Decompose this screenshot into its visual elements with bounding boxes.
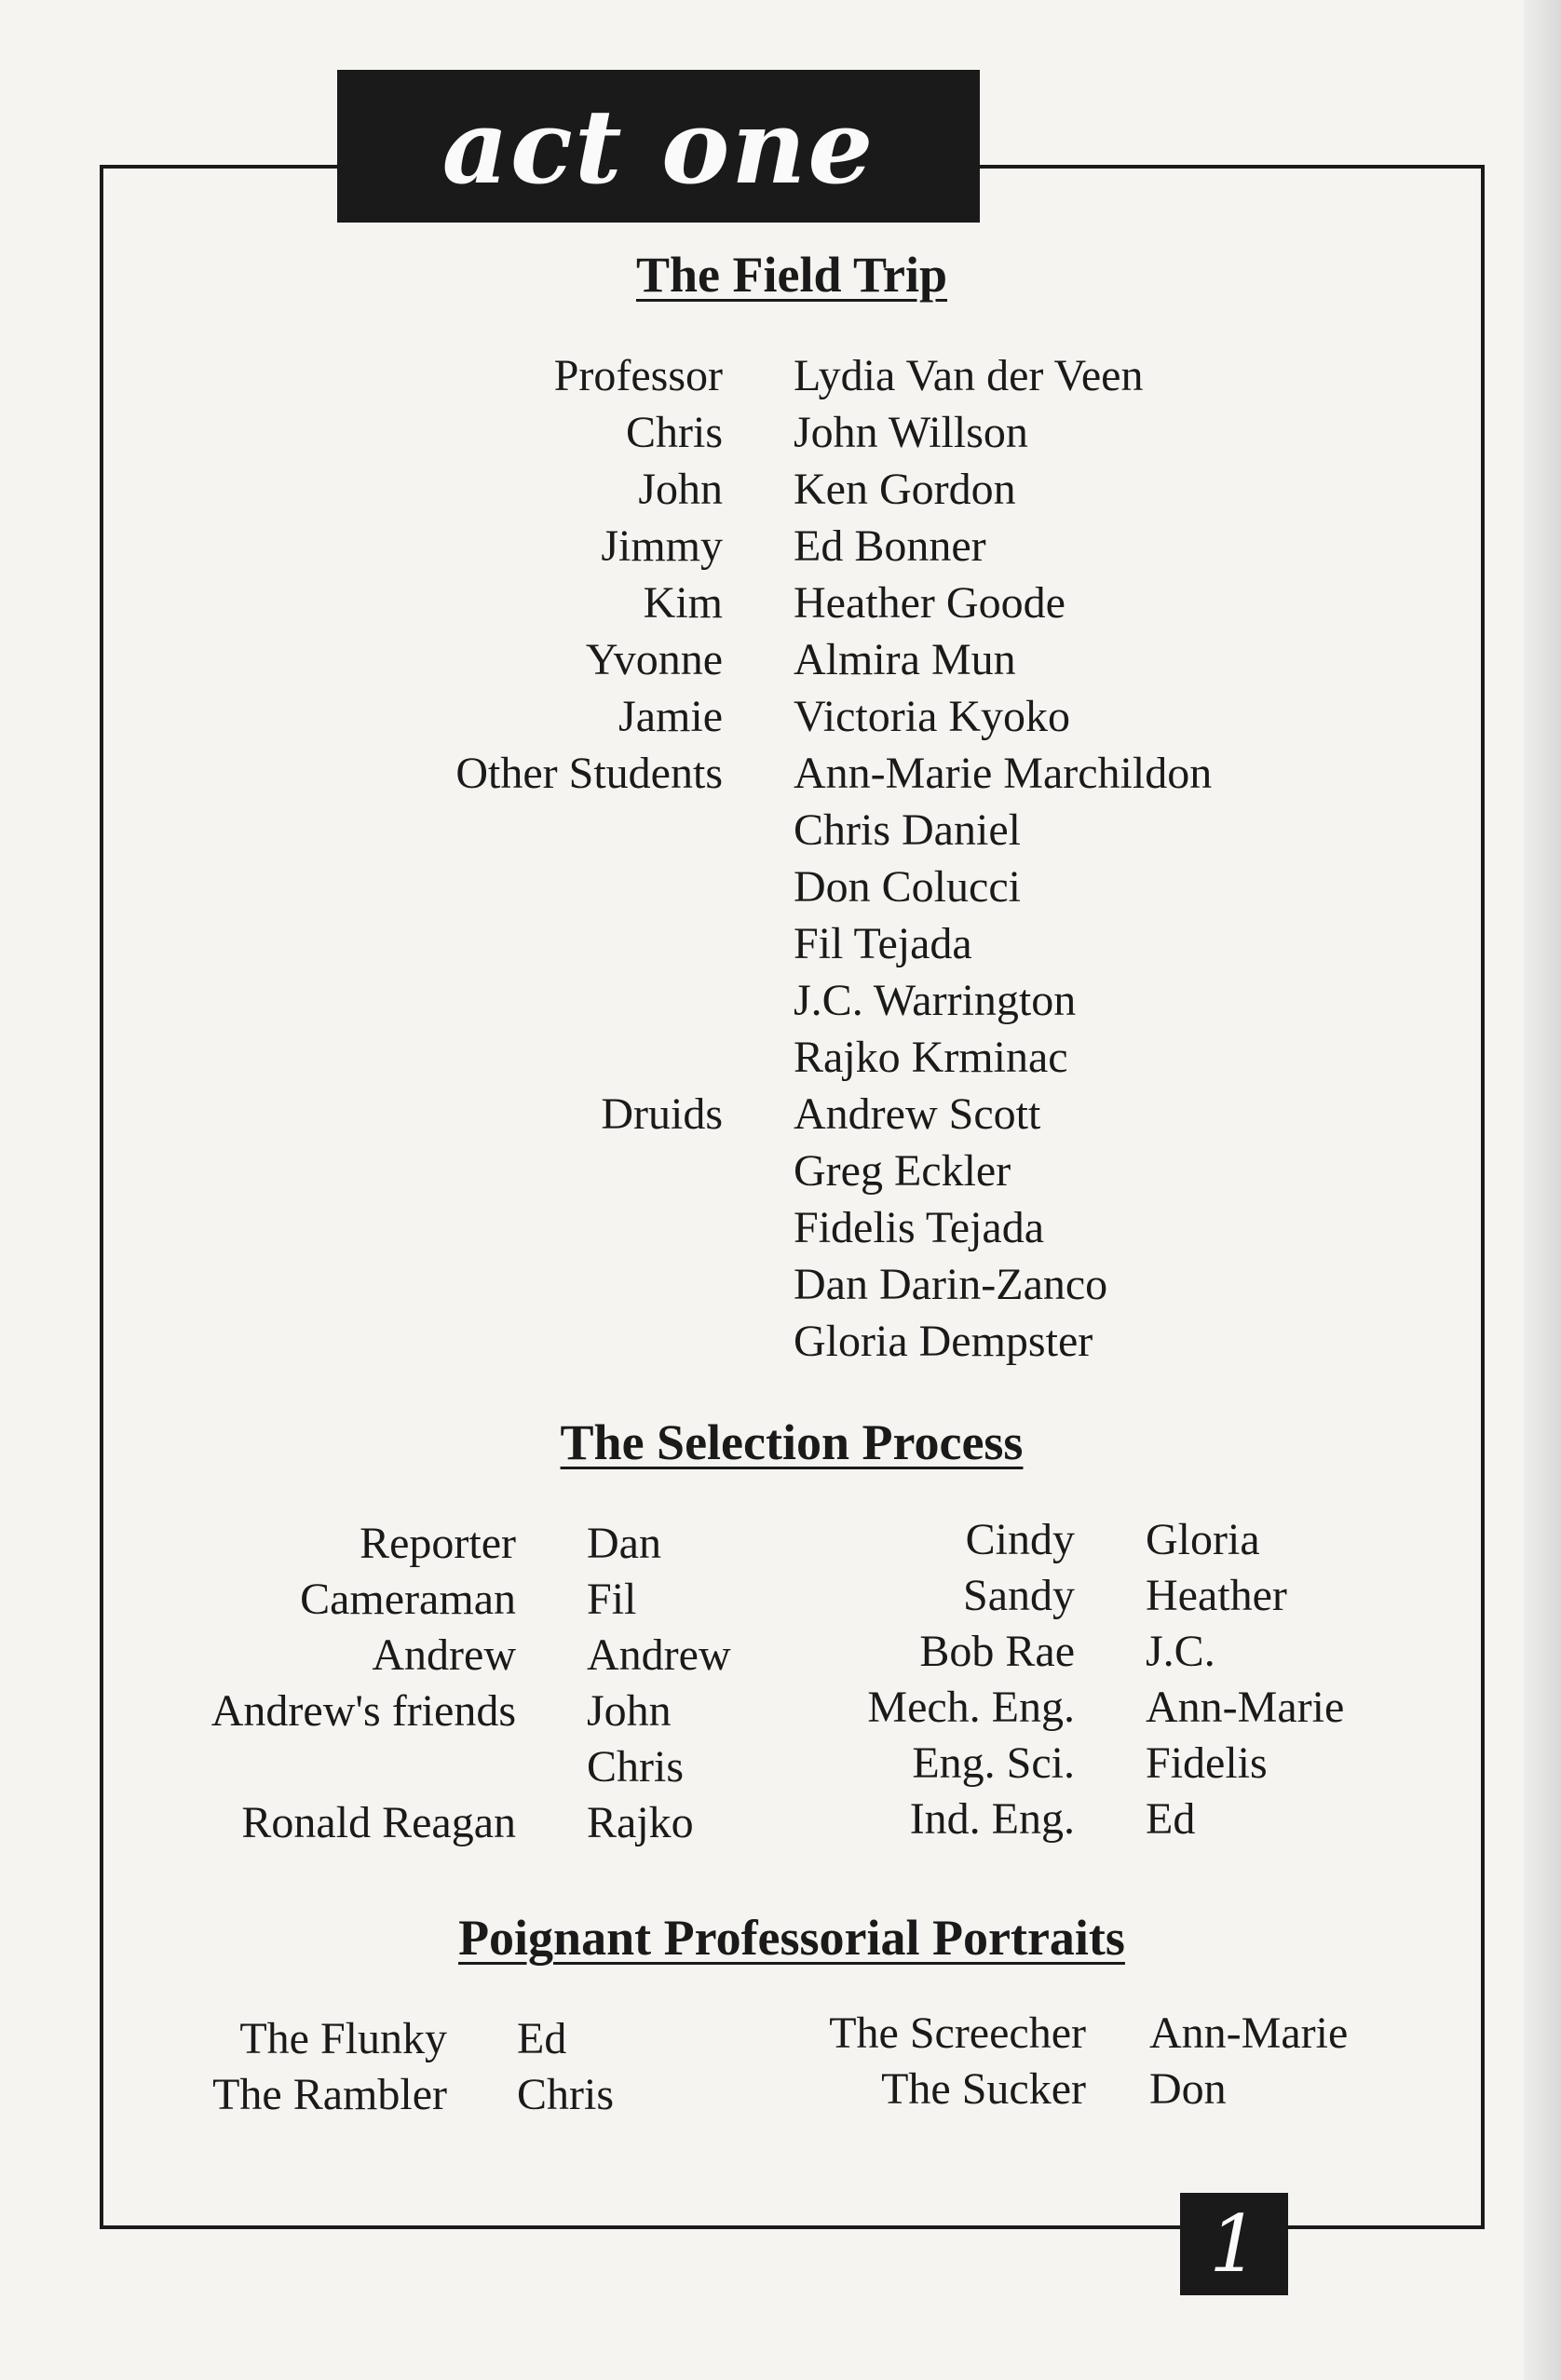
- portraits-left-actors: [517, 2011, 740, 2123]
- field-trip-actor-item: Heather Goode: [794, 578, 1066, 628]
- field-trip-actors: [794, 347, 1352, 1370]
- selection-left-role-item: Cameraman: [300, 1575, 516, 1624]
- field-trip-role-item: [373, 859, 723, 915]
- selection-left-role-item: Andrew: [372, 1630, 516, 1680]
- selection-left-actor-item: Chris: [587, 1742, 685, 1792]
- field-trip-actor-item: Almira Mun: [794, 635, 1016, 684]
- portraits-right-actor-item: Ann-Marie: [1149, 2008, 1349, 2058]
- field-trip-role-item: [373, 1143, 723, 1199]
- selection-right-role-item: Bob Rae: [919, 1627, 1075, 1676]
- field-trip-role-item: [373, 802, 723, 859]
- field-trip-role-item: Chris: [625, 408, 723, 457]
- field-trip-role-item: [373, 1199, 723, 1256]
- portraits-right-actor-item: Don: [1149, 2064, 1227, 2114]
- field-trip-actor-item: Andrew Scott: [794, 1089, 1041, 1139]
- field-trip-role-item: Kim: [643, 578, 723, 628]
- selection-left-role-item: Andrew's friends: [210, 1686, 516, 1736]
- field-trip-actor-item: J.C. Warrington: [794, 976, 1077, 1025]
- field-trip-actor-item: Fidelis Tejada: [794, 1203, 1045, 1252]
- field-trip-actor-item: Fil Tejada: [794, 919, 972, 968]
- selection-right-actor-item: J.C.: [1146, 1627, 1215, 1676]
- section-heading-field-trip: The Field Trip: [635, 247, 948, 303]
- portraits-left-role-item: The Rambler: [212, 2070, 447, 2119]
- field-trip-roles: [373, 347, 723, 1370]
- page-edge: [1524, 0, 1561, 2380]
- selection-left-actor-item: John: [587, 1686, 672, 1736]
- portraits-right-roles: [745, 2006, 1086, 2117]
- field-trip-role-item: Jimmy: [601, 521, 723, 571]
- field-trip-role-item: Other Students: [455, 749, 723, 798]
- field-trip-actor-item: Greg Eckler: [794, 1146, 1011, 1196]
- page-number: 1: [1180, 2193, 1288, 2295]
- field-trip-actor-item: Ed Bonner: [794, 521, 986, 571]
- selection-right-actors: [1146, 1512, 1425, 1847]
- selection-right-role-item: Sandy: [963, 1571, 1075, 1620]
- field-trip-actor-item: Lydia Van der Veen: [794, 351, 1144, 400]
- field-trip-role-item: Professor: [553, 351, 723, 400]
- selection-right-actor-item: Heather: [1146, 1571, 1287, 1620]
- field-trip-actor-item: Victoria Kyoko: [794, 692, 1071, 741]
- field-trip-actor-item: Ken Gordon: [794, 465, 1016, 514]
- field-trip-role-item: [373, 1313, 723, 1370]
- selection-right-actor-item: Ann-Marie: [1146, 1683, 1345, 1732]
- field-trip-role-item: Jamie: [618, 692, 723, 741]
- selection-left-role-item: [140, 1739, 516, 1795]
- portraits-right-role-item: The Sucker: [881, 2064, 1086, 2114]
- selection-right-roles: [820, 1512, 1075, 1847]
- field-trip-role-item: [373, 915, 723, 972]
- section-heading-selection-process: The Selection Process: [560, 1414, 1024, 1470]
- portraits-left-role-item: The Flunky: [239, 2014, 447, 2063]
- field-trip-role-item: [373, 972, 723, 1029]
- selection-right-role-item: Ind. Eng.: [909, 1794, 1075, 1844]
- portraits-left-actor-item: Ed: [517, 2014, 567, 2063]
- selection-left-role-item: Reporter: [360, 1519, 516, 1568]
- selection-right-actor-item: Ed: [1146, 1794, 1196, 1844]
- field-trip-actor-item: Don Colucci: [794, 862, 1021, 912]
- portraits-left-actor-item: Chris: [517, 2070, 615, 2119]
- selection-right-role-item: Cindy: [965, 1515, 1075, 1564]
- selection-left-actor-item: Fil: [587, 1575, 637, 1624]
- act-banner: act one: [337, 70, 980, 223]
- portraits-right-role-item: The Screecher: [829, 2008, 1086, 2058]
- field-trip-actor-item: Dan Darin-Zanco: [794, 1260, 1108, 1309]
- field-trip-role-item: [373, 1029, 723, 1086]
- selection-left-actor-item: Rajko: [587, 1798, 694, 1847]
- field-trip-role-item: John: [638, 465, 723, 514]
- selection-right-actor-item: Gloria: [1146, 1515, 1260, 1564]
- field-trip-actor-item: Chris Daniel: [794, 805, 1021, 855]
- field-trip-actor-item: John Willson: [794, 408, 1028, 457]
- selection-right-role-item: Eng. Sci.: [912, 1738, 1075, 1788]
- selection-right-actor-item: Fidelis: [1146, 1738, 1268, 1788]
- field-trip-actor-item: Ann-Marie Marchildon: [794, 749, 1213, 798]
- selection-left-actors: [587, 1516, 810, 1851]
- portraits-right-actors: [1149, 2006, 1429, 2117]
- selection-left-roles: [140, 1516, 516, 1851]
- selection-left-role-item: Ronald Reagan: [241, 1798, 516, 1847]
- selection-right-role-item: Mech. Eng.: [867, 1683, 1075, 1732]
- field-trip-actor-item: Rajko Krminac: [794, 1033, 1068, 1082]
- selection-left-actor-item: Dan: [587, 1519, 661, 1568]
- field-trip-role-item: Druids: [601, 1089, 723, 1139]
- field-trip-actor-item: Gloria Dempster: [794, 1317, 1093, 1366]
- field-trip-role-item: Yvonne: [585, 635, 723, 684]
- section-heading-portraits: Poignant Professorial Portraits: [458, 1910, 1125, 1966]
- portraits-left-roles: [140, 2011, 447, 2123]
- selection-left-actor-item: Andrew: [587, 1630, 731, 1680]
- field-trip-role-item: [373, 1256, 723, 1313]
